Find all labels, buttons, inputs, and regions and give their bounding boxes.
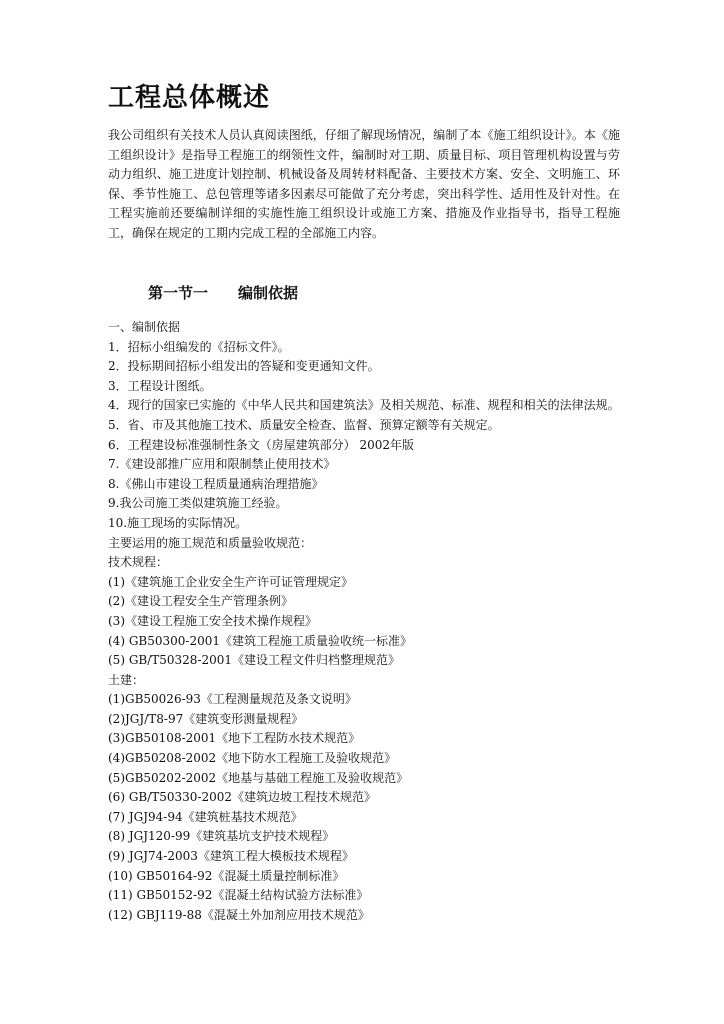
list-item: 5．省、市及其他施工技术、质量安全检查、监督、预算定额等有关规定。	[108, 417, 500, 432]
list-item: (9) JGJ74-2003《建筑工程大模板技术规程》	[108, 849, 354, 864]
list-item: 4．现行的国家已实施的《中华人民共和国建筑法》及相关规范、标准、规程和相关的法律法规。	[108, 398, 620, 413]
list-item: (1)GB50026-93《工程测量规范及条文说明》	[108, 692, 357, 707]
intro-paragraph: 我公司组织有关技术人员认真阅读图纸，仔细了解现场情况，编制了本《施工组织设计》。本《施工组织设计》是指导工程施工的纲领性文件，编制时对工期、质量目标、项目管理机构设置与劳动力组织、施工进度计划控制、机械设备及周转材料配备、主要技术方案、安全、文明施工、环保、季节性施工、总包管理等诸多因素尽可能做了充分考虑，突出科学性、适用性及针对性。在工程实施前还要编制详细的实施性施工组织设计或施工方案、措施及作业指导书，指导工程施工，确保在规定的工期内完成工程的全部施工内容。	[108, 128, 620, 240]
list-item: (8) JGJ120-99《建筑基坑支护技术规程》	[108, 829, 335, 844]
list-item: (5)GB50202-2002《地基与基础工程施工及验收规范》	[108, 770, 409, 785]
basis-list	[108, 318, 620, 925]
list-item: (7) JGJ94-94《建筑桩基技术规范》	[108, 809, 303, 824]
list-item: 10.施工现场的实际情况。	[108, 515, 248, 530]
list-item: (11) GB50152-92《混凝土结构试验方法标准》	[108, 888, 369, 903]
list-item: 1．招标小组编发的《招标文件》。	[108, 339, 290, 354]
list-item: 主要运用的施工规范和质量验收规范：	[108, 535, 313, 550]
list-item: (12) GBJ119-88《混凝土外加剂应用技术规范》	[108, 907, 370, 922]
list-item: (4)GB50208-2002《地下防水工程施工及验收规范》	[108, 751, 397, 766]
list-item: (2)《建设工程安全生产管理条例》	[108, 594, 293, 609]
list-item: 8.《佛山市建设工程质量通病治理措施》	[108, 476, 324, 491]
list-item: (5) GB/T50328-2001《建设工程文件归档整理规范》	[108, 653, 401, 668]
document-title: 工程总体概述	[108, 83, 271, 113]
list-item: 9.我公司施工类似建筑施工经验。	[108, 496, 288, 511]
list-item: (2)JGJ/T8-97《建筑变形测量规程》	[108, 711, 304, 726]
list-item: 一、编制依据	[108, 320, 181, 334]
list-item: 技术规程：	[108, 555, 169, 570]
list-item: 7.《建设部推广应用和限制禁止使用技术》	[108, 457, 336, 472]
list-item: (6) GB/T50330-2002《建筑边坡工程技术规范》	[108, 790, 377, 805]
list-item: (1)《建筑施工企业安全生产许可证管理规定》	[108, 574, 353, 589]
list-item: (4) GB50300-2001《建筑工程施工质量验收统一标准》	[108, 633, 412, 648]
section-heading: 第一节一 编制依据	[148, 284, 299, 302]
list-item: (10) GB50164-92《混凝土质量控制标准》	[108, 868, 345, 883]
list-item: 土建：	[108, 672, 145, 687]
list-item: (3)《建设工程施工安全技术操作规程》	[108, 613, 317, 628]
list-item: 3．工程设计图纸。	[108, 378, 212, 393]
list-item: (3)GB50108-2001《地下工程防水技术规范》	[108, 731, 361, 746]
list-item: 2．投标期间招标小组发出的答疑和变更通知文件。	[108, 359, 380, 374]
list-item: 6．工程建设标准强制性条文（房屋建筑部分） 2002年版	[108, 437, 414, 452]
